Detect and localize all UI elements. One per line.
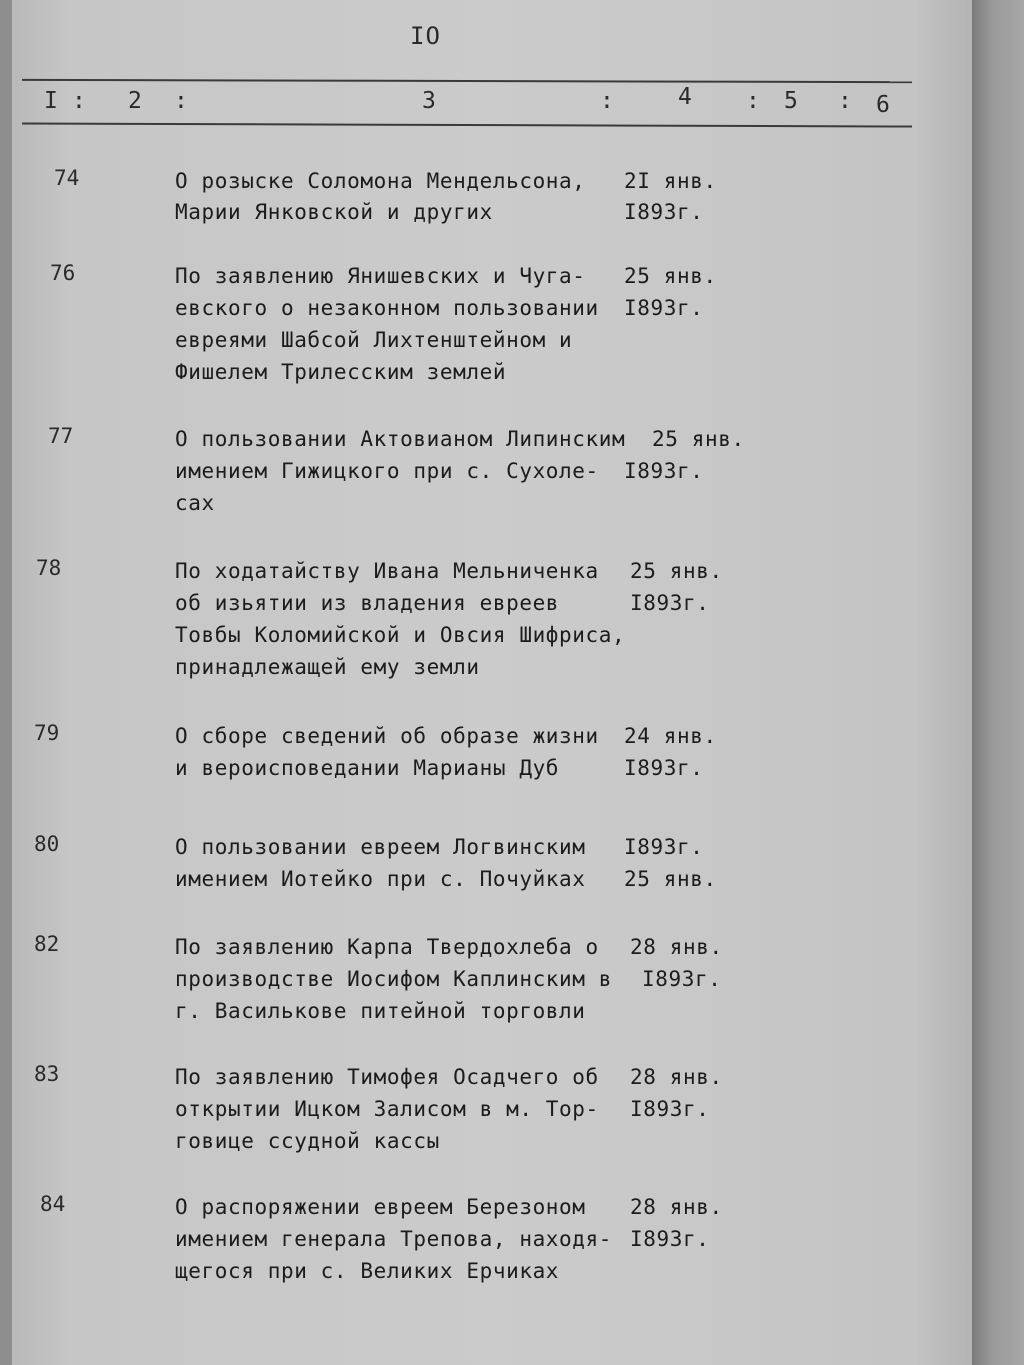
entry-date: 25 янв. [624,264,717,288]
header-top-rule [22,79,912,83]
entry-number: 74 [54,166,80,190]
entry-title-line: Марии Янковской и других [175,200,493,224]
header-bottom-rule [22,122,912,127]
entry-date: I893г. [624,835,704,859]
entry-title-line: евского о незаконном пользовании [175,296,599,320]
entry-date: I893г. [624,756,704,780]
column-header-1: I [44,88,58,114]
column-header-4: 4 [678,84,692,110]
entry-title-line: О розыске Соломона Мендельсона, [175,169,586,193]
column-separator-3: : [600,88,614,114]
entry-date: I893г. [642,967,722,991]
entry-title-line: О пользовании Актовианом Липинским [175,427,626,451]
entry-date: I893г. [624,459,704,483]
entry-title-line: По ходатайству Ивана Мельниченка [175,559,599,583]
entry-number: 80 [34,832,60,856]
entry-date: 25 янв. [652,427,745,451]
entry-title-line: имением генерала Трепова, находя- [175,1227,613,1251]
entry-date: I893г. [624,200,704,224]
column-separator-4: : [746,88,760,114]
entry-date: 28 янв. [630,1065,723,1089]
entry-date: 28 янв. [630,935,723,959]
page-edge-shadow [972,0,1024,1365]
entry-title-line: имением Иотейко при с. Почуйках [175,867,586,891]
document-page [12,0,972,1365]
entry-number: 76 [50,261,76,285]
entry-date: I893г. [630,1097,710,1121]
entry-title-line: евреями Шабсой Лихтенштейном и [175,328,573,352]
entry-title-line: имением Гижицкого при с. Сухоле- [175,459,599,483]
entry-title-line: г. Василькове питейной торговли [175,999,586,1023]
entry-title-line: и вероисповедании Марианы Дуб [175,756,560,780]
entry-title-line: щегося при с. Великих Ерчиках [175,1259,560,1283]
column-header-6: 6 [876,92,890,118]
entry-date: 28 янв. [630,1195,723,1219]
entry-title-line: Фишелем Трилесским землей [175,360,507,384]
entry-title-line: производстве Иосифом Каплинским в [175,967,613,991]
entry-number: 83 [34,1062,60,1086]
page-number: IO [410,22,441,50]
column-header-5: 5 [784,88,798,114]
entry-title-line: об изьятии из владения евреев [175,591,560,615]
entry-date: 25 янв. [624,867,717,891]
entry-date: 24 янв. [624,724,717,748]
column-header-3: 3 [422,88,436,114]
entry-number: 84 [40,1192,66,1216]
entry-date: I893г. [624,296,704,320]
entry-date: I893г. [630,591,710,615]
column-separator-1: : [72,88,86,114]
entry-title-line: открытии Ицком Залисом в м. Тор- [175,1097,599,1121]
entry-number: 77 [48,424,74,448]
entry-number: 78 [36,556,62,580]
entry-title-line: По заявлению Янишевских и Чуга- [175,264,586,288]
entry-title-line: По заявлению Тимофея Осадчего об [175,1065,599,1089]
entry-title-line: О распоряжении евреем Березоном [175,1195,586,1219]
entry-date: 2I янв. [624,169,717,193]
column-header-2: 2 [128,88,142,114]
entry-title-line: По заявлению Карпа Твердохлеба о [175,935,599,959]
column-separator-5: : [838,88,852,114]
entry-title-line: Товбы Коломийской и Овсия Шифриса, [175,623,626,647]
entry-number: 79 [34,721,60,745]
entry-title-line: О пользовании евреем Логвинским [175,835,586,859]
entry-title-line: сах [175,491,215,515]
column-separator-2: : [174,88,188,114]
entry-date: I893г. [630,1227,710,1251]
entry-title-line: говице ссудной кассы [175,1129,440,1153]
entry-date: 25 янв. [630,559,723,583]
entry-title-line: принадлежащей ему земли [175,655,480,679]
entry-number: 82 [34,932,60,956]
entry-title-line: О сборе сведений об образе жизни [175,724,599,748]
